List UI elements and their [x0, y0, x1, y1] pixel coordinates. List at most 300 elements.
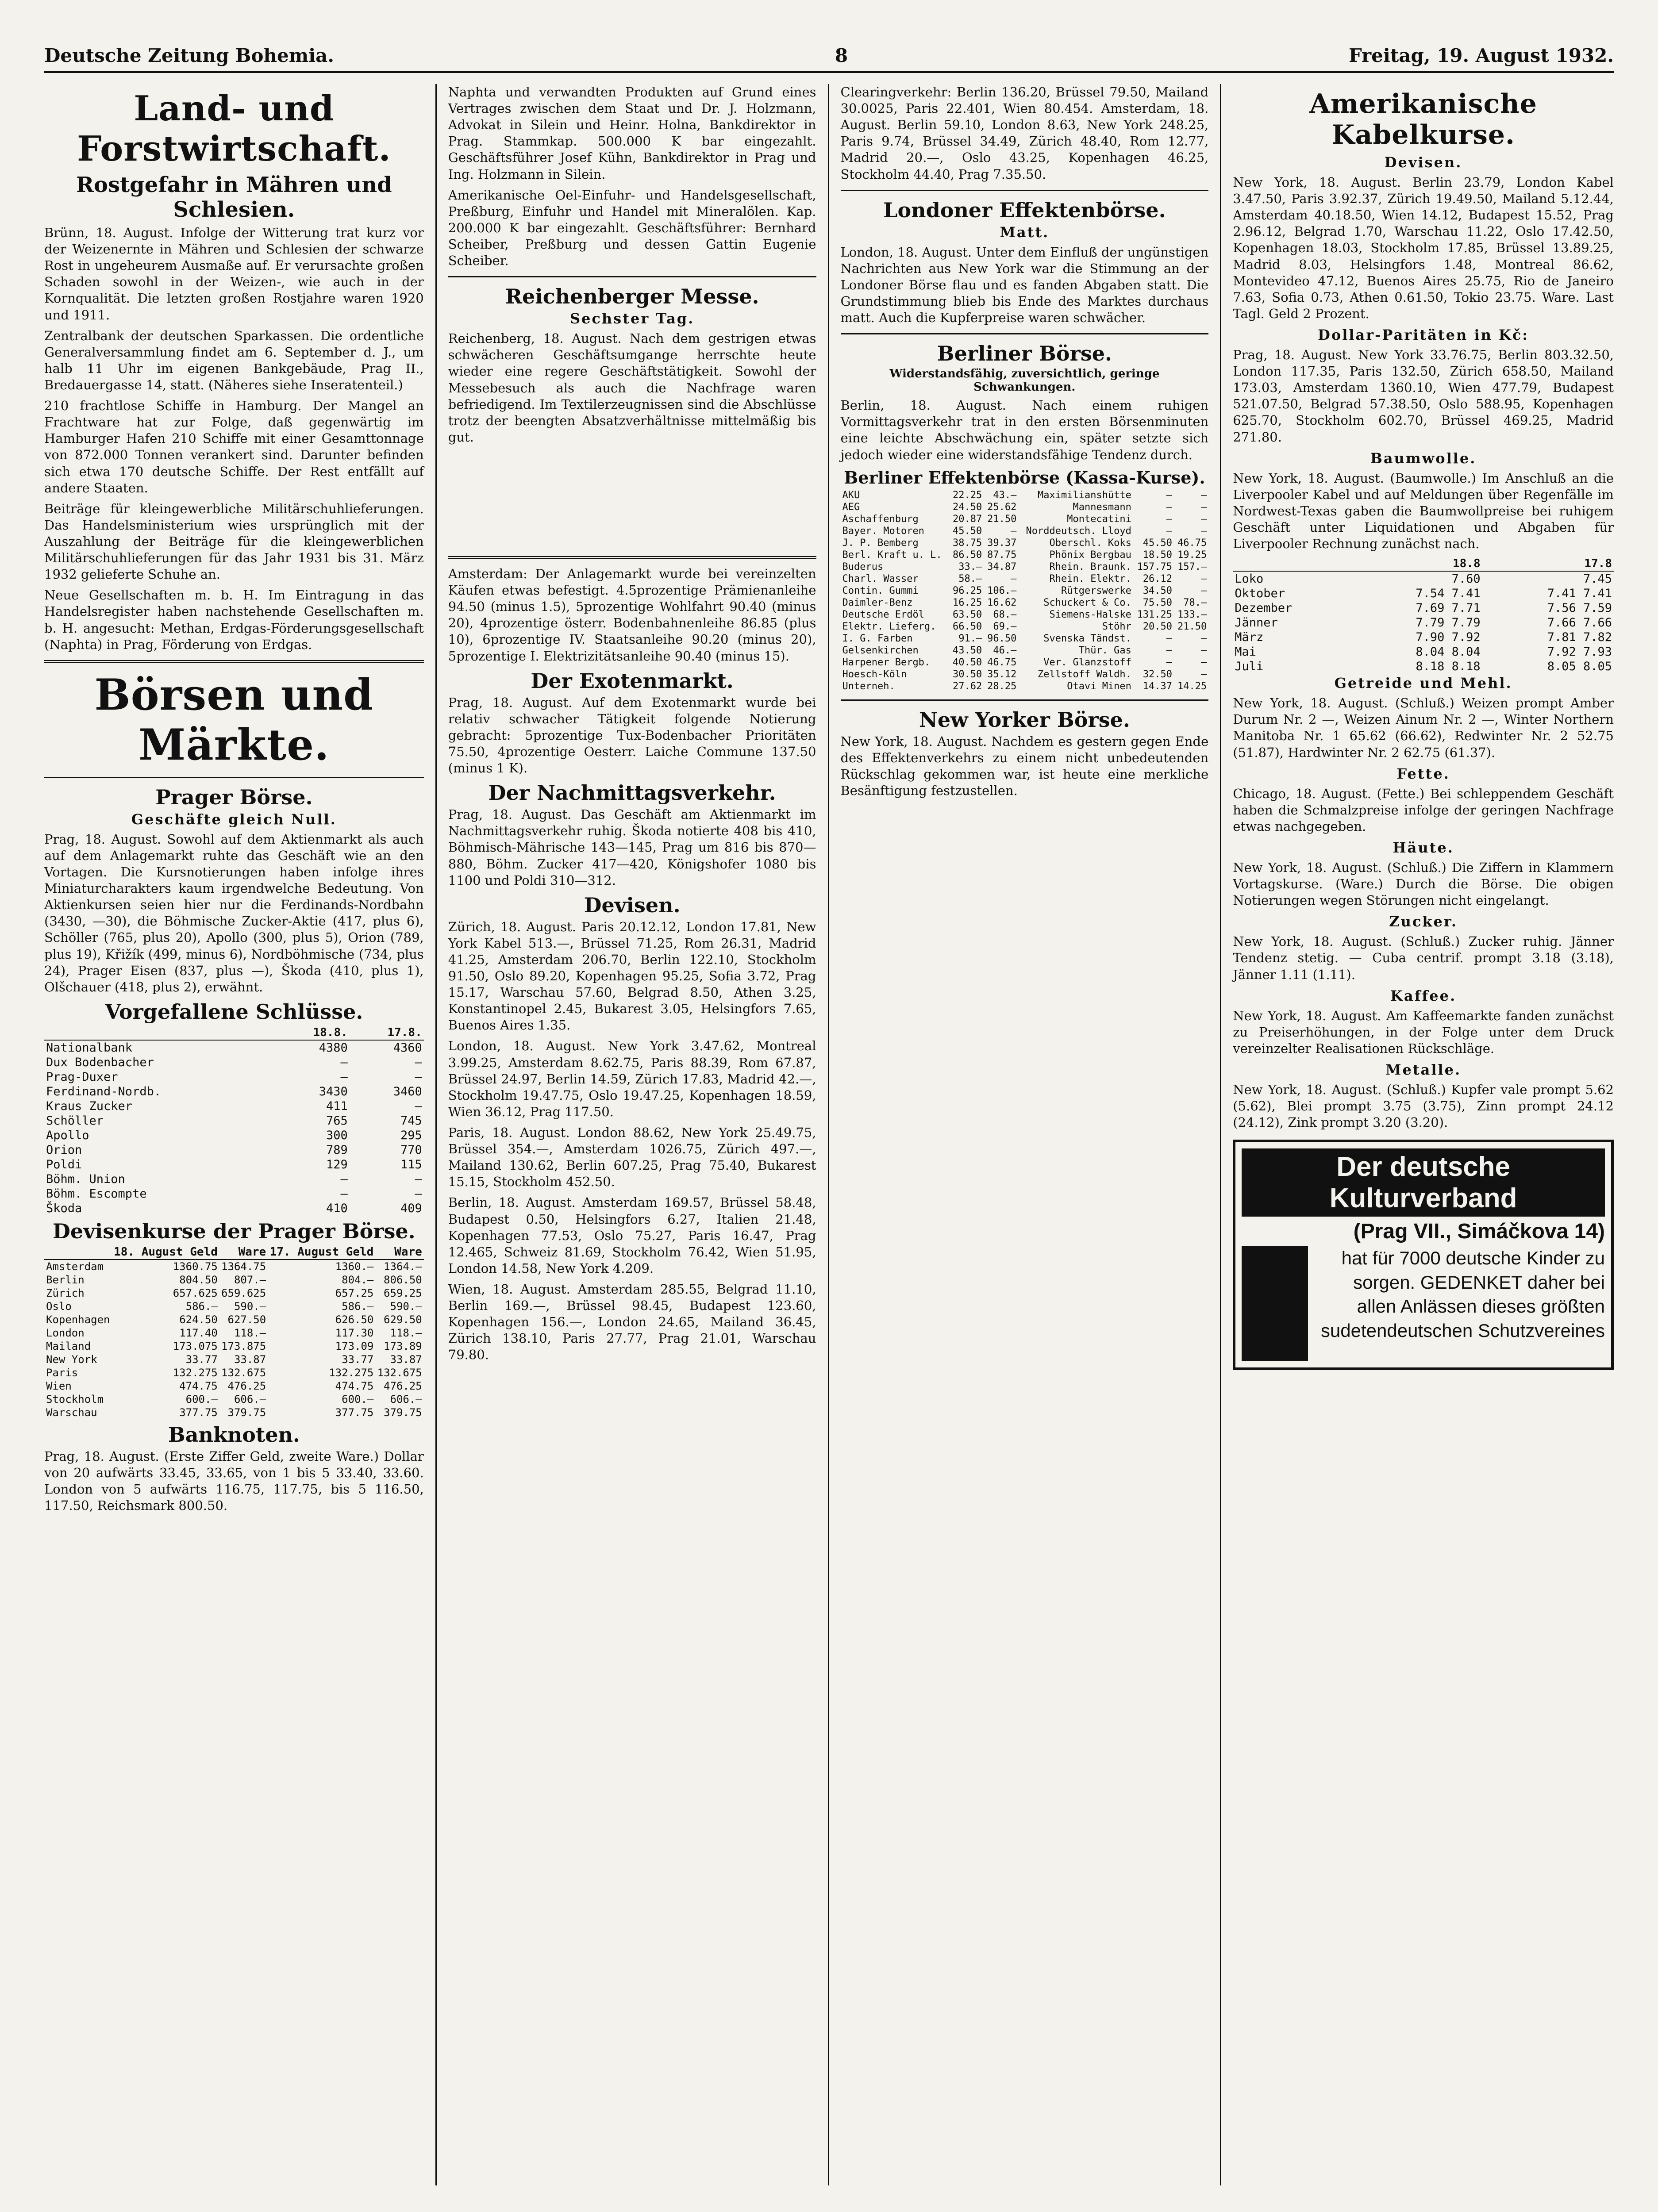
table-cell: Zellstoff Waldh.: [1038, 668, 1131, 680]
table-cell: 804.50: [179, 1273, 218, 1286]
table-cell: 43.50: [953, 645, 982, 656]
table-cell: Rütgerswerke: [1061, 585, 1131, 596]
article-paragraph: 210 frachtlose Schiffe in Hamburg. Der Mangel an Frachtware hat zur Folge, daß gegenwärtig im Hamburger Hafen 210 Schiffe mit einer Gesamttonnage von 872.000 Tonnen verankert sind. Darunter befinden sich etwa 170 deutsche Schiffe. Der Rest entfällt auf andere Staaten.: [44, 398, 424, 495]
article-paragraph: Brünn, 18. August. Infolge der Witterung trat kurz vor der Weizenernte in Mähren und Schlesien der schwarze Rost in ungeheurem Ausmaße auf. Er verursachte großen Schaden sowohl in der Weizen-, wie auch in der Kornqualität. Die letzten großen Rostjahre waren 1920 und 1911.: [44, 225, 424, 323]
table-cell: 7.90 7.92: [1416, 630, 1481, 645]
table-cell: —: [1166, 501, 1173, 513]
table-cell: New York: [46, 1353, 97, 1366]
table-cell: 14.37: [1143, 680, 1173, 692]
table-cell: 45.50: [953, 525, 982, 537]
table-cell: Berl. Kraft u. L.: [842, 549, 942, 561]
table-cell: Gelsenkirchen: [842, 645, 919, 656]
section-head-devisen: Devisenkurse der Prager Börse.: [53, 1219, 415, 1243]
table-cell: 118.—: [234, 1326, 266, 1339]
table-cell: 409: [400, 1201, 422, 1215]
table-cell: 28.25: [987, 680, 1017, 692]
section-head-kassa: Berliner Effektenbörse (Kassa-Kurse).: [844, 467, 1205, 488]
table-cell: 115: [400, 1157, 422, 1171]
table-cell: Amsterdam: [46, 1260, 104, 1273]
table-cell: 46.75: [987, 657, 1017, 668]
table-cell: Ferdinand-Nordb.: [46, 1084, 162, 1098]
section-head-exoten: Der Exotenmarkt.: [531, 668, 734, 693]
table-row: [44, 1379, 424, 1393]
table-cell: 96.25: [953, 585, 982, 596]
table-cell: 659.625: [221, 1286, 266, 1299]
table-row: [841, 513, 1209, 525]
table-header: Ware: [375, 1245, 423, 1260]
section-subhead: Häute.: [1393, 839, 1454, 856]
table-cell: Schuckert & Co.: [1043, 597, 1131, 608]
table-header: Ware: [219, 1245, 268, 1260]
table-row: [1233, 615, 1614, 630]
table-row: [44, 1070, 424, 1084]
table-row: [44, 1286, 424, 1300]
table-row: [841, 561, 1209, 573]
table-row: [841, 680, 1209, 692]
table-cell: 75.50: [1143, 597, 1173, 608]
table-header: 18.8.: [275, 1025, 350, 1040]
article-paragraph: New York, 18. August. (Baumwolle.) Im Anschluß an die Liverpooler Kabel und auf Meldungen über Regenfälle im Nordwest-Texas gaben die Baumwollpreise bei ruhigem Geschäft unter Liquidationen und Abgaben für Liverpooler Rechnung zunächst nach.: [1233, 470, 1614, 552]
table-row: [44, 1353, 424, 1366]
table-cell: 3430: [319, 1084, 348, 1098]
table-cell: —: [1166, 525, 1173, 537]
section-subhead: Kaffee.: [1390, 987, 1457, 1004]
table-cell: 627.50: [227, 1313, 266, 1326]
table-cell: —: [1166, 513, 1173, 525]
table-header: 17. August Geld: [268, 1245, 375, 1260]
table-cell: —: [340, 1055, 348, 1069]
table-cell: 7.79 7.79: [1416, 616, 1481, 630]
table-cell: 657.625: [173, 1286, 218, 1299]
section-subhead: Widerstandsfähig, zuversichtlich, geringe Schwankungen.: [889, 367, 1160, 394]
table-cell: 4380: [319, 1041, 348, 1055]
article-headline-rust: Rostgefahr in Mähren und Schlesien.: [76, 173, 392, 222]
table-row: [44, 1300, 424, 1313]
divider: [44, 777, 424, 778]
table-cell: Charl. Wasser: [842, 573, 919, 584]
table-cell: 1360.—: [335, 1260, 374, 1273]
section-head-berlin: Berliner Börse.: [937, 342, 1112, 366]
table-cell: 118.—: [390, 1326, 422, 1339]
section-subhead: Geschäfte gleich Null.: [131, 810, 337, 828]
header-paper-name: Deutsche Zeitung Bohemia.: [44, 45, 334, 66]
article-paragraph: London, 18. August. Unter dem Einfluß der ungünstigen Nachrichten aus New York war die Stimmung an der Londoner Börse flau und es fanden Abgaben statt. Die Grundstimmung blieb bis Ende des Marktes durchaus matt. Auch die Kupferpreise waren schwächer.: [840, 244, 1209, 326]
table-cell: 3460: [393, 1084, 422, 1098]
table-cell: 789: [326, 1143, 348, 1157]
table-cell: Böhm. Escompte: [46, 1187, 147, 1201]
article-paragraph: New York, 18. August. (Schluß.) Zucker ruhig. Jänner Tendenz stetig. — Cuba centrif. prompt 3.18 (3.18), Jänner 1.11 (1.11).: [1233, 934, 1614, 982]
table-cell: 22.25: [953, 489, 982, 501]
table-cell: 40.50: [953, 657, 982, 668]
table-cell: 7.92 7.93: [1547, 645, 1612, 659]
table-cell: —: [1201, 489, 1207, 501]
ad-title: Der deutsche Kulturverband: [1242, 1148, 1605, 1217]
table-cell: 157.75: [1137, 561, 1173, 572]
table-cell: 807.—: [234, 1273, 266, 1286]
table-cell: —: [1011, 573, 1017, 584]
table-cell: 624.50: [179, 1313, 218, 1326]
table-cell: —: [340, 1187, 348, 1201]
table-cell: 87.75: [987, 549, 1017, 561]
table-cell: Paris: [46, 1366, 78, 1379]
section-title-cable: Amerikanische Kabelkurse.: [1309, 88, 1537, 150]
table-cell: 629.50: [384, 1313, 422, 1326]
table-row: [44, 1055, 424, 1070]
table-cell: Kopenhagen: [46, 1313, 110, 1326]
table-cell: 8.04 8.04: [1416, 645, 1481, 659]
column-1: [44, 84, 437, 2185]
article-paragraph: Paris, 18. August. London 88.62, New York 25.49.75, Brüssel 354.—, Amsterdam 1026.75, Zürich 497.—, Mailand 130.62, Berlin 607.25, Prag 75.40, Bukarest 15.15, Stockholm 452.50.: [448, 1125, 816, 1190]
table-cell: 33.77: [342, 1353, 374, 1366]
table-cell: Oslo: [46, 1300, 72, 1313]
table-cell: 34.50: [1143, 585, 1173, 596]
table-row: [841, 668, 1209, 680]
cotton-table: [1233, 557, 1614, 674]
table-cell: 8.18 8.18: [1416, 660, 1481, 674]
article-paragraph: Amerikanische Oel-Einfuhr- und Handelsgesellschaft, Preßburg, Einfuhr und Handel mit Mineralölen. Kap. 200.000 K bar eingezahlt. Geschäftsführer: Bernhard Scheiber, Preßburg und dessen Gattin Eugenie Scheiber.: [448, 187, 816, 269]
section-head-afternoon: Der Nachmittagsverkehr.: [488, 781, 776, 805]
page-number: 8: [835, 45, 848, 66]
table-cell: 657.25: [335, 1286, 374, 1299]
ad-body: [1242, 1246, 1605, 1361]
column-2: [437, 84, 829, 2185]
table-cell: 33.87: [234, 1353, 266, 1366]
table-cell: 379.75: [384, 1406, 422, 1419]
table-cell: 626.50: [335, 1313, 374, 1326]
table-cell: 19.25: [1177, 549, 1207, 561]
table-row: [1233, 586, 1614, 601]
table-row: [44, 1157, 424, 1172]
table-cell: 173.09: [335, 1340, 374, 1352]
table-cell: 7.56 7.59: [1547, 601, 1612, 615]
table-cell: 173.89: [384, 1340, 422, 1352]
table-cell: 606.—: [390, 1393, 422, 1406]
table-cell: 7.60: [1451, 572, 1481, 586]
table-cell: 39.37: [987, 537, 1017, 549]
table-row: [841, 489, 1209, 501]
table-cell: 590.—: [234, 1300, 266, 1313]
table-cell: Maximilianshütte: [1038, 489, 1131, 501]
table-cell: Norddeutsch. Lloyd: [1026, 525, 1131, 537]
table-row: [44, 1366, 424, 1379]
table-cell: 586.—: [342, 1300, 374, 1313]
table-cell: 133.—: [1177, 609, 1207, 620]
table-cell: 4360: [393, 1041, 422, 1055]
table-header: 18.8: [1350, 557, 1482, 571]
table-row: [44, 1040, 424, 1055]
table-cell: Poldi: [46, 1157, 82, 1171]
table-cell: 27.62: [953, 680, 982, 692]
article-paragraph: Neue Gesellschaften m. b. H. Im Eintragung in das Handelsregister haben nachstehende Gesellschaften m. b. H. angesucht: Methan, Erdgas-Förderungsgesellschaft (Naphta) in Prag, Förderung von Erdgas.: [44, 588, 424, 652]
running-header: [44, 40, 1614, 73]
table-row: [44, 1114, 424, 1128]
table-cell: 58.—: [958, 573, 982, 584]
table-cell: 745: [400, 1114, 422, 1128]
table-cell: Otavi Minen: [1067, 680, 1131, 692]
table-cell: 26.12: [1143, 573, 1173, 584]
article-paragraph: Naphta und verwandten Produkten auf Grund eines Vertrages zwischen dem Staat und Dr. J. Holzmann, Advokat in Silein und Heinr. Holna, Bankdirektor in Prag. Stammkap. 500.000 K bar eingezahlt. Geschäftsführer Josef Kühn, Bankdirektor in Prag und Ing. Holzmann in Silein.: [448, 84, 816, 182]
table-cell: 35.12: [987, 668, 1017, 680]
table-cell: 20.87: [953, 513, 982, 525]
table-header: 17.8.: [350, 1025, 424, 1040]
article-paragraph: Prag, 18. August. Auf dem Exotenmarkt wurde bei relativ schwacher Tätigkeit folgende Notierung gebracht: 5prozentige Tux-Bodenbacher Prioritäten 75.50, 4prozentige Oesterr. Laiche Commune 137.50 (minus 1 K).: [448, 695, 816, 776]
table-cell: Juli: [1235, 660, 1264, 674]
table-cell: Montecatini: [1067, 513, 1131, 525]
table-cell: 63.50: [953, 609, 982, 620]
table-cell: —: [1201, 513, 1207, 525]
article-paragraph: London, 18. August. New York 3.47.62, Montreal 3.99.25, Amsterdam 8.62.75, Paris 88.39, Rom 67.87, Brüssel 24.97, Berlin 14.59, Zürich 17.83, Madrid 42.—, Stockholm 19.47.75, Oslo 19.47.25, Kopenhagen 18.59, Wien 36.12, Prag 117.50.: [448, 1038, 816, 1119]
table-cell: 33.—: [958, 561, 982, 572]
table-cell: Jänner: [1235, 616, 1278, 630]
table-cell: Kraus Zucker: [46, 1099, 133, 1113]
ad-address: (Prag VII., Simáčkova 14): [1353, 1220, 1605, 1244]
table-row: [841, 585, 1209, 597]
article-paragraph: New York, 18. August. (Schluß.) Die Ziffern in Klammern Vortagskurse. (Ware.) Durch die Börse. Die obigen Notierungen wegen Störungen nicht eingelangt.: [1233, 860, 1614, 908]
table-cell: Rhein. Braunk.: [1049, 561, 1131, 572]
advertisement-kulturverband: [1233, 1140, 1614, 1370]
table-cell: —: [1201, 668, 1207, 680]
table-cell: 804.—: [342, 1273, 374, 1286]
table-cell: —: [415, 1055, 422, 1069]
table-cell: 33.87: [390, 1353, 422, 1366]
section-subhead: Metalle.: [1385, 1061, 1462, 1078]
section-title-forestry: Land- und Forstwirtschaft.: [77, 88, 391, 169]
table-cell: Zürich: [46, 1286, 85, 1299]
section-head-london: Londoner Effektenbörse.: [883, 198, 1166, 222]
article-paragraph: Chicago, 18. August. (Fette.) Bei schleppendem Geschäft haben die Schmalzpreise infolge der geringen Nachfrage etwas nachgegeben.: [1233, 786, 1614, 834]
table-cell: Mannesmann: [1073, 501, 1131, 513]
table-cell: —: [1201, 645, 1207, 656]
table-cell: Mailand: [46, 1340, 91, 1352]
table-cell: AEG: [842, 501, 860, 513]
article-paragraph: Berlin, 18. August. Nach einem ruhigen Vormittagsverkehr trat in den ersten Börsenminuten eine leichte Abschwächung ein, später setzte sich jedoch wieder eine widerstandsfähige Tendenz durch.: [840, 398, 1209, 462]
table-header: [44, 1245, 112, 1260]
article-paragraph: Zürich, 18. August. Paris 20.12.12, London 17.81, New York Kabel 513.—, Brüssel 71.25, Rom 26.31, Madrid 41.25, Amsterdam 206.70, Berlin 122.10, Stockholm 91.50, Oslo 89.20, Kopenhagen 95.25, Sofia 3.72, Prag 15.17, Warschau 57.60, Belgrad 8.50, Athen 3.25, Konstantinopel 2.45, Bukarest 3.05, Helsingfors 7.65, Buenos Aires 1.35.: [448, 919, 816, 1033]
divider: [44, 660, 424, 663]
table-row: [44, 1201, 424, 1216]
table-row: [841, 609, 1209, 621]
table-cell: 117.40: [179, 1326, 218, 1339]
table-cell: AKU: [842, 489, 860, 501]
column-4: [1221, 84, 1614, 2185]
table-cell: 377.75: [179, 1406, 218, 1419]
table-cell: —: [1201, 585, 1207, 596]
table-cell: 474.75: [179, 1379, 218, 1392]
divider: [841, 190, 1209, 191]
table-cell: Buderus: [842, 561, 884, 572]
article-paragraph: Prag, 18. August. Das Geschäft am Aktienmarkt im Nachmittagsverkehr ruhig. Škoda notierte 408 bis 410, Böhmisch-Mährische 143—145, Prag um 816 bis 870—880, Böhm. Zucker 417—420, Königshofer 1080 bis 1100 und Poldi 310—312.: [448, 807, 816, 888]
table-cell: 33.77: [185, 1353, 218, 1366]
table-cell: 295: [400, 1128, 422, 1142]
table-cell: 411: [326, 1099, 348, 1113]
section-subhead: Zucker.: [1389, 913, 1458, 930]
section-head-prague: Prager Börse.: [155, 785, 313, 809]
table-cell: 7.45: [1583, 572, 1612, 586]
table-cell: 7.41 7.41: [1547, 587, 1612, 601]
article-paragraph: New York, 18. August. Nachdem es gestern gegen Ende des Effektenverkehrs zu einem nicht unbedeutenden Rückschlag gekommen war, ist heute eine merkliche Besänftigung festzustellen.: [840, 733, 1209, 798]
table-cell: 7.66 7.66: [1547, 616, 1612, 630]
table-row: [841, 645, 1209, 657]
table-row: [44, 1128, 424, 1143]
table-cell: Ver. Glanzstoff: [1043, 657, 1131, 668]
table-cell: 20.50: [1143, 621, 1173, 632]
table-cell: —: [1166, 657, 1173, 668]
section-head-closings: Vorgefallene Schlüsse.: [105, 999, 363, 1024]
article-paragraph: Prag, 18. August. New York 33.76.75, Berlin 803.32.50, London 117.35, Paris 132.50, Zürich 658.50, Mailand 173.03, Amsterdam 1360.10, Wien 477.79, Budapest 521.07.50, Belgrad 57.38.50, Oslo 588.95, Kopenhagen 625.70, Stockholm 602.70, Brüssel 469.25, Madrid 271.80.: [1233, 347, 1614, 445]
section-title-markets: Börsen und Märkte.: [94, 669, 374, 770]
table-cell: —: [1011, 525, 1017, 537]
article-paragraph: New York, 18. August. Berlin 23.79, London Kabel 3.47.50, Paris 3.92.37, Zürich 19.49.50, Mailand 5.12.44, Amsterdam 40.18.50, Wien 14.12, Budapest 15.52, Prag 2.96.12, Belgrad 1.70, Warschau 11.22, Oslo 17.42.50, Kopenhagen 18.03, Stockholm 17.85, Brüssel 13.89.25, Madrid 8.03, Helsingfors 1.48, Montreal 86.62, Montevideo 47.12, Buenos Aires 25.75, Rio de Janeiro 7.63, Sofia 0.73, Athen 0.61.50, Tokio 23.75. Ware. Last Tagl. Geld 2 Prozent.: [1233, 175, 1614, 321]
table-row: [841, 621, 1209, 633]
table-cell: 132.275: [329, 1366, 374, 1379]
table-row: [841, 525, 1209, 537]
table-cell: 7.81 7.82: [1547, 630, 1612, 645]
article-paragraph: New York, 18. August. (Schluß.) Weizen prompt Amber Durum Nr. 2 —, Weizen Ainum Nr. 2 —, Winter Northern Manitoba Nr. 1 65.62 (66.62), Redwinter Nr. 2 52.75 (51.87), Hardwinter Nr. 2 62.75 (61.37).: [1233, 695, 1614, 760]
table-cell: 69.—: [993, 621, 1017, 632]
table-cell: Siemens-Halske: [1049, 609, 1131, 620]
table-cell: Daimler-Benz: [842, 597, 913, 608]
table-cell: 379.75: [227, 1406, 266, 1419]
table-cell: —: [415, 1070, 422, 1084]
divider: [448, 556, 816, 559]
table-cell: 157.—: [1177, 561, 1207, 572]
table-header: 18. August Geld: [112, 1245, 219, 1260]
table-cell: —: [1201, 501, 1207, 513]
table-cell: London: [46, 1326, 85, 1339]
table-cell: 66.50: [953, 621, 982, 632]
table-cell: 173.075: [173, 1340, 218, 1352]
table-cell: 38.75: [953, 537, 982, 549]
table-cell: 132.275: [173, 1366, 218, 1379]
table-cell: Škoda: [46, 1201, 82, 1215]
table-cell: 1364.75: [221, 1260, 266, 1273]
table-cell: —: [415, 1099, 422, 1113]
table-cell: 765: [326, 1114, 348, 1128]
table-cell: Mai: [1235, 645, 1257, 659]
divider: [448, 276, 816, 277]
table-row: [1233, 659, 1614, 674]
table-cell: 46.—: [993, 645, 1017, 656]
table-cell: Hoesch-Köln: [842, 668, 907, 680]
section-subhead: Getreide und Mehl.: [1334, 675, 1512, 692]
article-paragraph: Zentralbank der deutschen Sparkassen. Die ordentliche Generalversammlung findet am 6. September d. J., um halb 11 Uhr im eigenen Bankgebäude, Prag II., Bredauergasse 14, statt. (Näheres siehe Inseratenteil.): [44, 328, 424, 392]
table-cell: 34.87: [987, 561, 1017, 572]
table-cell: —: [415, 1172, 422, 1186]
table-cell: Berlin: [46, 1273, 85, 1286]
table-cell: 1360.75: [173, 1260, 218, 1273]
table-cell: 129: [326, 1157, 348, 1171]
table-cell: —: [340, 1070, 348, 1084]
article-paragraph: Beiträge für kleingewerbliche Militärschuhlieferungen. Das Handelsministerium wies ursprünglich mit der Auszahlung der Beiträge für die kleingewerblichen Militärschuhlieferungen für das Jahr 1931 bis 31. März 1932 gelieferte Schuhe an.: [44, 501, 424, 582]
table-row: [44, 1340, 424, 1353]
table-cell: —: [415, 1187, 422, 1201]
table-row: [44, 1406, 424, 1419]
table-cell: Aschaffenburg: [842, 513, 919, 525]
table-cell: 68.—: [993, 609, 1017, 620]
table-cell: Contin. Gummi: [842, 585, 919, 596]
table-cell: 32.50: [1143, 668, 1173, 680]
table-cell: Wien: [46, 1379, 72, 1392]
table-cell: —: [1201, 633, 1207, 644]
table-cell: 78.—: [1183, 597, 1207, 608]
table-cell: 16.62: [987, 597, 1017, 608]
section-subhead: Baumwolle.: [1370, 449, 1477, 467]
table-row: [1233, 601, 1614, 615]
table-cell: Phönix Bergbau: [1049, 549, 1131, 561]
table-cell: 377.75: [335, 1406, 374, 1419]
table-cell: —: [1201, 573, 1207, 584]
table-cell: 24.50: [953, 501, 982, 513]
section-subhead: Devisen.: [1384, 154, 1462, 171]
table-cell: 806.50: [384, 1273, 422, 1286]
table-header: [1233, 557, 1350, 571]
column-grid: [44, 84, 1614, 2185]
table-cell: 131.25: [1137, 609, 1173, 620]
divider: [841, 699, 1209, 701]
table-cell: 21.50: [1177, 621, 1207, 632]
table-cell: Deutsche Erdöl: [842, 609, 924, 620]
table-cell: Harpener Bergb.: [842, 657, 931, 668]
table-cell: Thür. Gas: [1078, 645, 1131, 656]
table-row: [44, 1273, 424, 1286]
table-row: [841, 501, 1209, 513]
table-row: [841, 573, 1209, 585]
table-cell: J. P. Bemberg: [842, 537, 919, 549]
article-paragraph: Amsterdam: Der Anlagemarkt wurde bei vereinzelten Käufen etwas befestigt. 4.5prozentige Prämienanleihe 94.50 (minus 1.5), 5prozentige Wohlfahrt 90.40 (minus 20), 4prozentige österr. Bodenbahnenleihe 86.85 (plus 10), 6prozentige IV. Staatsanleihe 90.20 (minus 20), 5prozentige I. Elektrizitätsanleihe 90.40 (minus 15).: [448, 566, 816, 664]
table-row: [841, 597, 1209, 609]
table-cell: 600.—: [185, 1393, 218, 1406]
table-cell: Nationalbank: [46, 1041, 133, 1055]
table-cell: Unterneh.: [842, 680, 895, 692]
devisen-table: [44, 1245, 424, 1419]
table-cell: Rhein. Elektr.: [1049, 573, 1131, 584]
table-cell: I. G. Farben: [842, 633, 913, 644]
table-cell: 45.50: [1143, 537, 1173, 549]
table-cell: —: [1201, 525, 1207, 537]
table-cell: Warschau: [46, 1406, 97, 1419]
table-cell: Stockholm: [46, 1393, 104, 1406]
table-cell: 18.50: [1143, 549, 1173, 561]
table-cell: 770: [400, 1143, 422, 1157]
table-cell: 7.54 7.41: [1416, 587, 1481, 601]
closings-table: [44, 1025, 424, 1216]
table-cell: —: [1166, 645, 1173, 656]
section-subhead: Sechster Tag.: [569, 310, 695, 327]
article-paragraph: New York, 18. August. (Schluß.) Kupfer vale prompt 5.62 (5.62), Blei prompt 3.75 (3.75), Zinn prompt 24.12 (24.12), Zink prompt 3.20 (3.20).: [1233, 1082, 1614, 1130]
table-cell: Dezember: [1235, 601, 1293, 615]
table-cell: 14.25: [1177, 680, 1207, 692]
table-row: [44, 1084, 424, 1099]
article-paragraph: Wien, 18. August. Amsterdam 285.55, Belgrad 11.10, Berlin 169.—, Brüssel 98.45, Budapest 123.60, Kopenhagen 156.—, London 24.65, Mailand 36.45, Zürich 138.10, Paris 27.77, Prag 21.01, Warschau 79.80.: [448, 1282, 816, 1363]
table-cell: 132.675: [377, 1366, 422, 1379]
table-row: [44, 1143, 424, 1157]
table-row: [841, 537, 1209, 549]
table-cell: Böhm. Union: [46, 1172, 125, 1186]
table-cell: 410: [326, 1201, 348, 1215]
article-paragraph: Prag, 18. August. (Erste Ziffer Geld, zweite Ware.) Dollar von 20 aufwärts 33.45, 33.65, von 1 bis 5 33.40, 33.60. London von 5 aufwärts 116.75, 117.75, bis 5 116.50, 117.50, Reichsmark 800.50.: [44, 1448, 424, 1513]
table-row: [44, 1313, 424, 1326]
table-cell: 606.—: [234, 1393, 266, 1406]
table-cell: 300: [326, 1128, 348, 1142]
table-cell: 30.50: [953, 668, 982, 680]
table-cell: —: [340, 1172, 348, 1186]
table-cell: 7.69 7.71: [1416, 601, 1481, 615]
table-row: [841, 657, 1209, 668]
table-cell: Svenska Tändst.: [1043, 633, 1131, 644]
table-row: [44, 1187, 424, 1201]
divider: [841, 333, 1209, 334]
table-cell: 8.05 8.05: [1547, 660, 1612, 674]
